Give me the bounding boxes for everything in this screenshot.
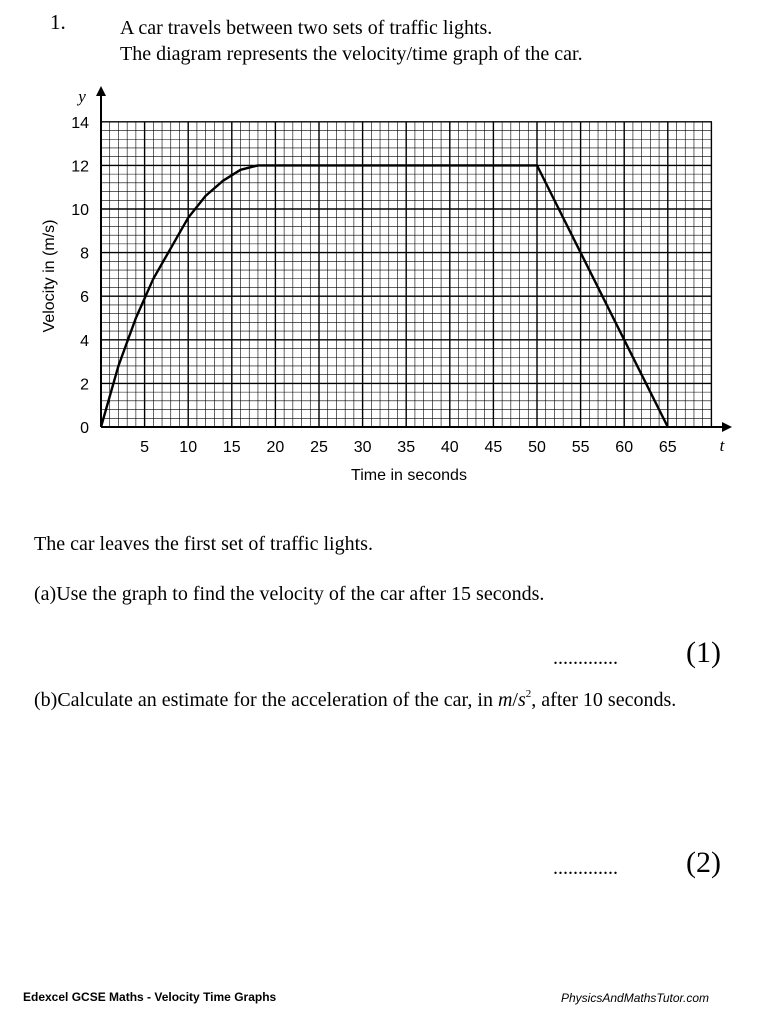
x-tick-label: 65	[658, 439, 677, 456]
y-axis-label: Velocity in (m/s)	[41, 219, 58, 333]
part-b-unit-exponent: 2	[525, 688, 532, 700]
x-tick-label: 15	[222, 439, 241, 456]
x-tick-label: 35	[397, 439, 416, 456]
y-axis-letter: y	[78, 87, 86, 106]
axes	[96, 86, 732, 432]
question-number: 1.	[50, 10, 66, 34]
footer-title: Edexcel GCSE Maths - Velocity Time Graphs	[23, 990, 277, 1004]
part-b-unit-slash: /	[512, 689, 518, 711]
velocity-time-graph	[0, 80, 768, 500]
y-tick-label: 2	[80, 376, 89, 394]
y-tick-label: 8	[80, 245, 89, 263]
part-a-question: (a)Use the graph to find the velocity of the car after 15 seconds.	[34, 583, 545, 605]
x-axis-label: Time in seconds	[351, 467, 467, 484]
part-b-question	[34, 688, 676, 712]
intro-line-2: The diagram represents the velocity/time graph of the car.	[120, 43, 583, 65]
part-b-suffix: , after 10 seconds.	[531, 689, 677, 711]
y-tick-label: 12	[71, 158, 89, 176]
y-tick-label: 14	[71, 114, 89, 132]
major-gridlines	[101, 122, 712, 427]
x-tick-label: 5	[140, 439, 150, 456]
intro-line-1: A car travels between two sets of traffic lights.	[120, 17, 493, 39]
part-a-marks: (1)	[686, 636, 721, 669]
part-b-unit-s: s	[517, 689, 526, 711]
x-tick-label: 40	[440, 439, 459, 456]
y-tick-label: 10	[71, 202, 89, 219]
part-b-answer-line[interactable]: .............	[553, 857, 618, 879]
y-tick-labels	[71, 115, 89, 437]
part-b-prefix: (b)Calculate an estimate for the acceleration of the car, in	[34, 689, 498, 711]
x-tick-label: 25	[310, 439, 328, 456]
y-tick-label: 0	[80, 420, 89, 437]
x-axis-letter: t	[719, 436, 725, 455]
y-axis-arrow	[96, 86, 106, 96]
part-b-marks: (2)	[686, 846, 721, 879]
x-tick-label: 20	[266, 439, 285, 456]
x-tick-label: 55	[571, 439, 590, 456]
x-tick-label: 10	[179, 439, 198, 456]
part-a-answer-line[interactable]: .............	[553, 647, 618, 669]
x-axis-arrow	[722, 422, 732, 432]
x-tick-label: 45	[484, 439, 503, 456]
x-tick-label: 30	[353, 439, 372, 456]
intro-paragraph: The car leaves the first set of traffic lights.	[34, 533, 373, 555]
x-tick-labels	[140, 439, 677, 456]
footer-site: PhysicsAndMathsTutor.com	[561, 991, 710, 1005]
y-tick-label: 6	[80, 289, 89, 307]
y-tick-label: 4	[80, 332, 89, 350]
x-tick-label: 50	[528, 439, 546, 456]
x-tick-label: 60	[615, 439, 634, 456]
part-b-unit-m: m	[497, 689, 513, 711]
